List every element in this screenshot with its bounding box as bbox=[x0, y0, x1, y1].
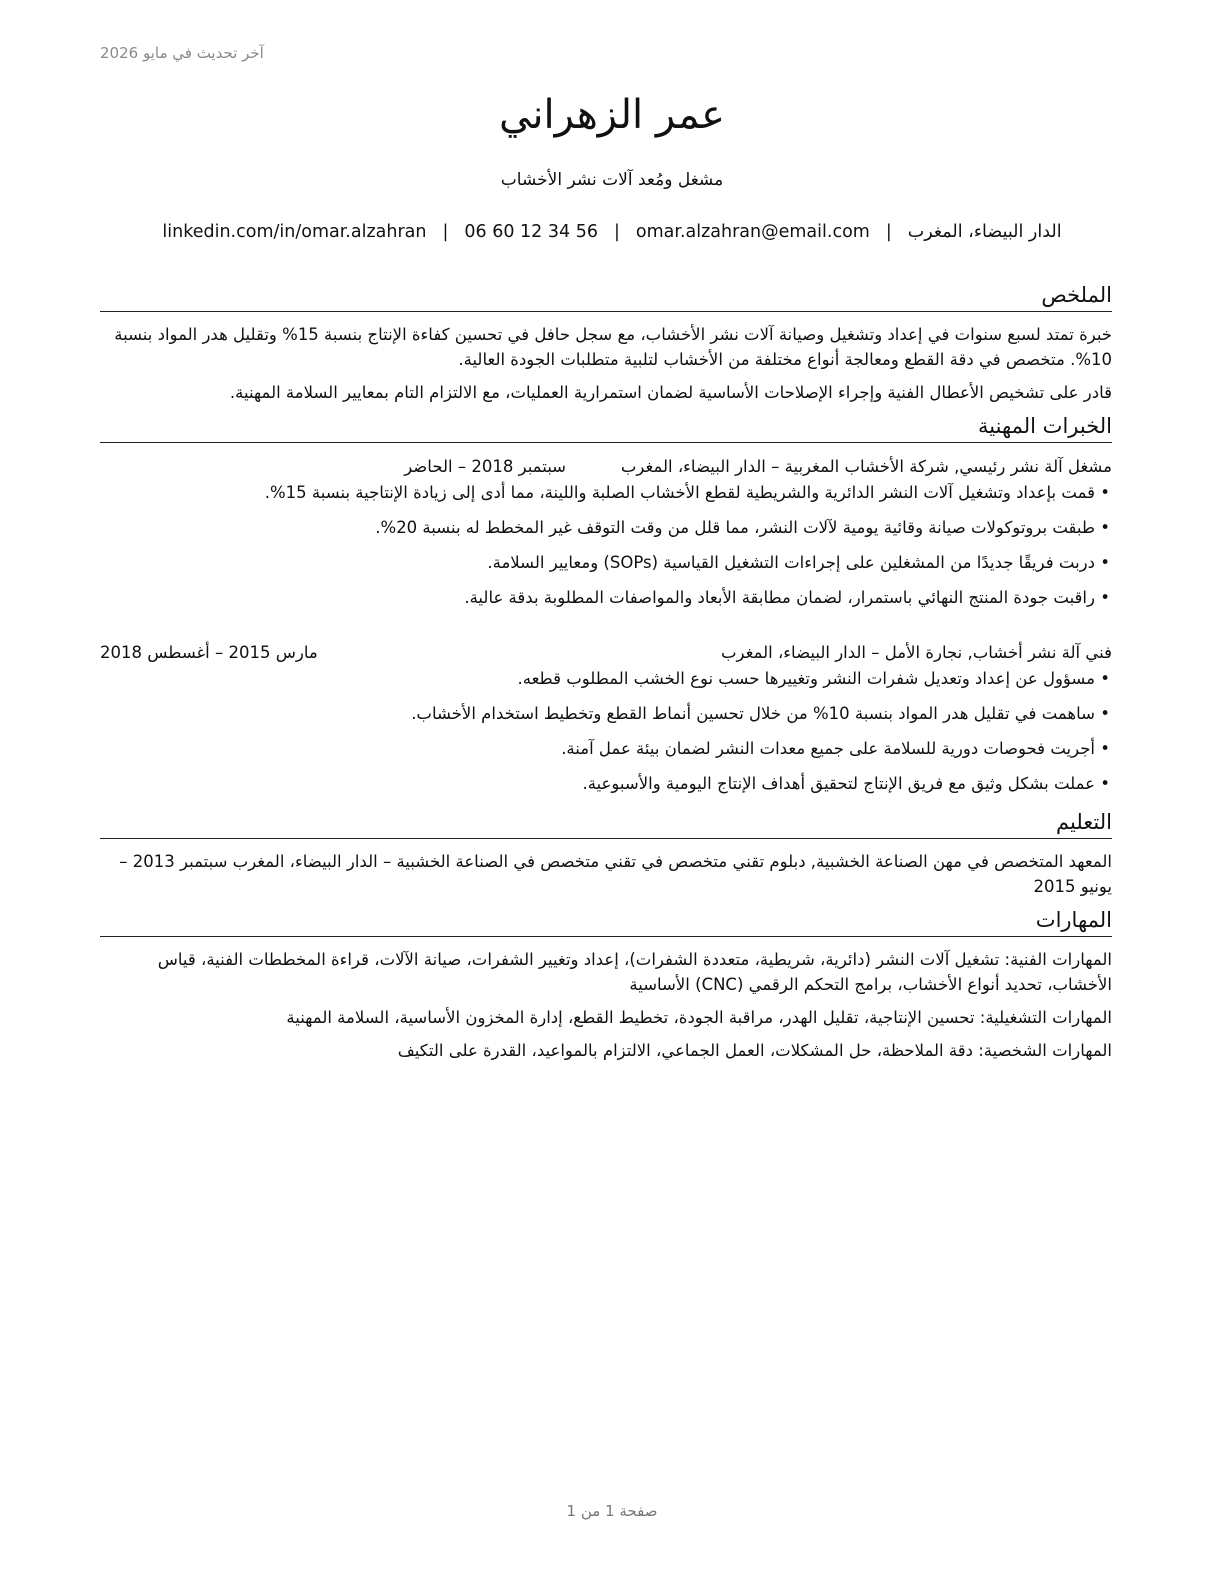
bullet-icon: • bbox=[1100, 553, 1110, 572]
bullet-icon: • bbox=[1100, 483, 1110, 502]
summary-paragraph: قادر على تشخيص الأعطال الفنية وإجراء الإصلاحات الأساسية لضمان استمرارية العمليات، مع الالتزام التام بمعايير السلامة المهنية. bbox=[229, 383, 1112, 402]
job-role: مشغل آلة نشر رئيسي, شركة الأخشاب المغربية – الدار البيضاء، المغرب bbox=[620, 457, 1112, 476]
skills-section bbox=[100, 905, 1112, 1063]
contact-separator: | bbox=[442, 222, 449, 242]
job-bullets bbox=[100, 667, 1112, 796]
skills-heading: المهارات bbox=[100, 905, 1112, 937]
job-dates: سبتمبر 2018 – الحاضر bbox=[404, 457, 566, 476]
education-heading: التعليم bbox=[100, 807, 1112, 839]
contact-separator: | bbox=[885, 222, 892, 242]
education-section bbox=[100, 807, 1112, 899]
job-role: فني آلة نشر أخشاب, نجارة الأمل – الدار البيضاء، المغرب bbox=[720, 643, 1112, 662]
list-item bbox=[100, 702, 1112, 726]
list-item bbox=[100, 516, 1112, 540]
list-item bbox=[100, 551, 1112, 575]
job-header bbox=[100, 641, 1112, 665]
bullet-icon: • bbox=[1100, 588, 1110, 607]
summary-heading: الملخص bbox=[100, 280, 1112, 312]
candidate-name: عمر الزهراني bbox=[499, 92, 725, 138]
skills-personal: المهارات الشخصية: دقة الملاحظة، حل المشكلات، العمل الجماعي، الالتزام بالمواعيد، القدرة على التكيف bbox=[397, 1041, 1112, 1060]
experience-section bbox=[100, 411, 1112, 796]
bullet-text: ساهمت في تقليل هدر المواد بنسبة 10% من خلال تحسين أنماط القطع وتخطيط استخدام الأخشاب. bbox=[411, 704, 1095, 723]
resume-body bbox=[100, 274, 1112, 1063]
list-item bbox=[100, 772, 1112, 796]
bullet-icon: • bbox=[1100, 739, 1110, 758]
last-updated: آخر تحديث في مايو 2026 bbox=[100, 44, 264, 62]
list-item bbox=[100, 481, 1112, 505]
contact-email[interactable]: omar.alzahran@email.com bbox=[635, 222, 870, 242]
bullet-text: مسؤول عن إعداد وتعديل شفرات النشر وتغييرها حسب نوع الخشب المطلوب قطعه. bbox=[517, 669, 1095, 688]
job-bullets bbox=[100, 481, 1112, 610]
bullet-text: دربت فريقًا جديدًا من المشغلين على إجراءات التشغيل القياسية (SOPs) ومعايير السلامة. bbox=[487, 553, 1095, 572]
education-entry bbox=[100, 849, 1112, 899]
list-item bbox=[100, 667, 1112, 691]
list-item bbox=[100, 586, 1112, 610]
job-dates: مارس 2015 – أغسطس 2018 bbox=[100, 643, 318, 662]
list-item bbox=[100, 737, 1112, 761]
bullet-icon: • bbox=[1100, 669, 1110, 688]
contact-separator: | bbox=[613, 222, 620, 242]
bullet-icon: • bbox=[1100, 704, 1110, 723]
job-header bbox=[100, 455, 1112, 479]
contact-location: الدار البيضاء، المغرب bbox=[907, 222, 1062, 242]
bullet-text: قمت بإعداد وتشغيل آلات النشر الدائرية والشريطية لقطع الأخشاب الصلبة واللينة، مما أدى إلى زيادة الإنتاجية بنسبة 15%. bbox=[264, 483, 1095, 502]
contact-phone[interactable]: 06 60 12 34 56 bbox=[464, 222, 598, 242]
bullet-text: أجريت فحوصات دورية للسلامة على جميع معدات النشر لضمان بيئة عمل آمنة. bbox=[561, 739, 1095, 758]
bullet-text: راقبت جودة المنتج النهائي باستمرار، لضمان مطابقة الأبعاد والمواصفات المطلوبة بدقة عالية. bbox=[464, 588, 1095, 607]
education-dates: سبتمبر 2013 – يونيو 2015 bbox=[119, 852, 1112, 896]
bullet-text: عملت بشكل وثيق مع فريق الإنتاج لتحقيق أهداف الإنتاج اليومية والأسبوعية. bbox=[582, 774, 1095, 793]
experience-heading: الخبرات المهنية bbox=[100, 411, 1112, 443]
page-number: صفحة 1 من 1 bbox=[566, 1502, 658, 1520]
skills-technical: المهارات الفنية: تشغيل آلات النشر (دائرية، شريطية، متعددة الشفرات)، إعداد وتغيير الشفرات، صيانة الآلات، قراءة المخططات الفنية، قياس الأخشاب، تحديد أنواع الأخشاب، برامج التحكم الرقمي (CNC) الأساسية bbox=[157, 950, 1112, 994]
bullet-text: طبقت بروتوكولات صيانة وقائية يومية لآلات النشر، مما قلل من وقت التوقف غير المخطط له بنسبة 20%. bbox=[375, 518, 1095, 537]
contact-linkedin[interactable]: linkedin.com/in/omar.alzahran bbox=[162, 222, 427, 242]
summary-section bbox=[100, 280, 1112, 405]
job-title: مشغل ومُعد آلات نشر الأخشاب bbox=[500, 170, 724, 190]
education-text: المعهد المتخصص في مهن الصناعة الخشبية, دبلوم تقني متخصص في تقني متخصص في الصناعة الخشبية – الدار البيضاء، المغرب bbox=[232, 852, 1112, 871]
skills-operational: المهارات التشغيلية: تحسين الإنتاجية، تقليل الهدر، مراقبة الجودة، تخطيط القطع، إدارة المخزون الأساسية، السلامة المهنية bbox=[286, 1008, 1112, 1027]
summary-paragraph: خبرة تمتد لسبع سنوات في إعداد وتشغيل وصيانة آلات نشر الأخشاب، مع سجل حافل في تحسين كفاءة الإنتاج بنسبة 15% وتقليل هدر المواد بنسبة 10%. متخصص في دقة القطع ومعالجة أنواع مختلفة من الأخشاب لتلبية متطلبات الجودة العالية. bbox=[114, 325, 1112, 369]
contact-line bbox=[0, 222, 1224, 242]
bullet-icon: • bbox=[1100, 774, 1110, 793]
bullet-icon: • bbox=[1100, 518, 1110, 537]
